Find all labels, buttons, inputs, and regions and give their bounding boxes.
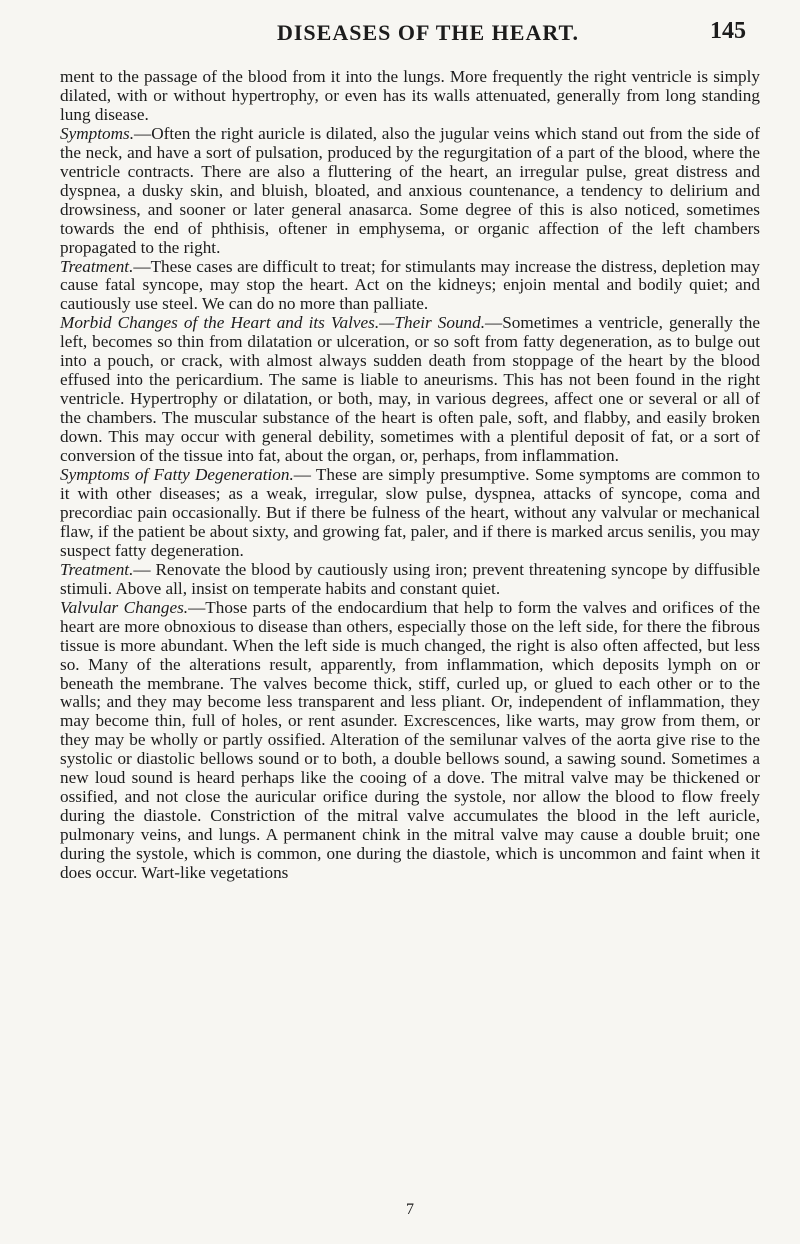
running-title: DISEASES OF THE HEART. bbox=[276, 20, 580, 45]
paragraph-heading: Symptoms. bbox=[60, 123, 134, 143]
paragraph bbox=[60, 258, 760, 315]
page-number: 145 bbox=[710, 18, 746, 44]
paragraph bbox=[60, 466, 760, 561]
paragraph-text: —Sometimes a ventricle, generally the left, becomes so thin from dilatation or ulceration, or so soft from fatty degeneration, as to bulge out into a pouch, or crack, with almost always sudden death from stoppage of the heart by the blood effused into the pericardium. The same is liable to aneurisms. This has not been found in the right ventricle. Hypertrophy or dilatation, or both, may, in various degrees, affect one or several or all of the chambers. The muscular substance of the heart is often pale, soft, and flabby, and easily broken down. This may occur with general debility, sometimes with a plentiful deposit of fat, or a sort of conversion of the tissue into fat, about the organ, or, perhaps, from inflammation. bbox=[60, 313, 761, 466]
paragraph-heading: Morbid Changes of the Heart and its Valves.—Their Sound. bbox=[60, 313, 486, 333]
signature-mark: 7 bbox=[406, 1201, 414, 1218]
paragraph-heading: Treatment. bbox=[60, 559, 134, 579]
body-text bbox=[60, 68, 760, 883]
paragraph bbox=[60, 314, 760, 466]
paragraph-heading: Treatment. bbox=[60, 256, 134, 276]
paragraph-heading: Symptoms of Fatty Degeneration. bbox=[60, 465, 294, 485]
running-head bbox=[60, 18, 760, 54]
paragraph bbox=[60, 125, 760, 258]
paragraph bbox=[60, 561, 760, 599]
paragraph-text: — Renovate the blood by cautiously using iron; prevent threatening syncope by diffusible stimuli. Above all, insist on temperate habits and constant quiet. bbox=[60, 559, 760, 598]
paragraph-text: — These are simply presumptive. Some symptoms are common to it with other diseases; as a weak, irregular, slow pulse, dyspnea, attacks of syncope, coma and precordiac pain occasionally. But if there be fulness of the heart, without any valvular or mechanical flaw, if the patient be about sixty, and growing fat, paler, and if there is marked arcus senilis, you may suspect fatty degeneration. bbox=[60, 465, 760, 560]
paragraph bbox=[60, 68, 760, 125]
paragraph-heading: Valvular Changes. bbox=[60, 597, 189, 617]
paragraph-text: —These cases are difficult to treat; for stimulants may increase the distress, depletion may cause fatal syncope, may stop the heart. Act on the kidneys; enjoin mental and bodily quiet; and cautiously use steel. We can do no more than palliate. bbox=[60, 256, 760, 314]
paragraph-text: ment to the passage of the blood from it into the lungs. More frequently the right ventricle is simply dilated, with or without hypertrophy, or even has its walls attenuated, generally from long standing lung disease. bbox=[60, 67, 760, 124]
paragraph-text: —Those parts of the endocardium that help to form the valves and orifices of the heart are more obnoxious to disease than others, especially those on the left side, for there the fibrous tissue is more abundant. When the left side is much changed, the right is also often affected, but less so. Many of the alterations result, apparently, from inflammation, which deposits lymph on or beneath the membrane. The valves become thick, stiff, curled up, or glued to each other or to the walls; and they may become less transparent and less pliant. Or, independent of inflammation, they may become thin, full of holes, or rent asunder. Excrescences, like warts, may grow from them, or they may be wholly or partly ossified. Alteration of the semilunar valves of the aorta give rise to the systolic or diastolic bellows sound or to both, a double bellows sound, a sawing sound. Sometimes a new loud sound is heard perhaps like the cooing of a dove. The mitral valve may be thickened or ossified, and not close the auricular orifice during the systole, nor allow the blood to flow freely during the diastole. Constriction of the mitral valve accumulates the blood in the left auricle, pulmonary veins, and lungs. A permanent chink in the mitral valve may cause a double bruit; one during the systole, which is common, one during the diastole, which is uncommon and faint when it does occur. Wart-like vegetations bbox=[60, 597, 760, 883]
paragraph-text: —Often the right auricle is dilated, also the jugular veins which stand out from the side of the neck, and have a sort of pulsation, produced by the regurgitation of a part of the blood, where the ventricle contracts. There are also a fluttering of the heart, an irregular pulse, great distress and dyspnea, a dusky skin, and bluish, bloated, and anxious countenance, a tendency to delirium and drowsiness, and sooner or later general anasarca. Some degree of this is also noticed, sometimes towards the end of phthisis, oftener in emphysema, or organic affection of the left chambers propagated to the right. bbox=[60, 123, 760, 257]
paragraph bbox=[60, 599, 760, 883]
